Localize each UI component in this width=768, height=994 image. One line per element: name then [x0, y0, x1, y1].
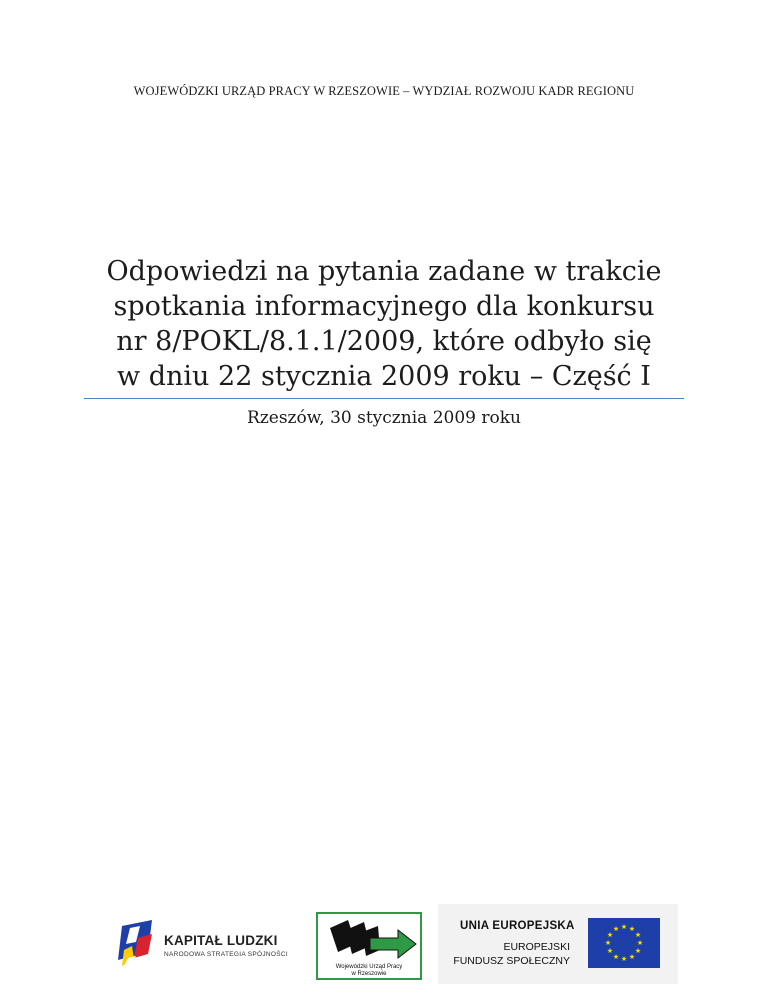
svg-text:★: ★ — [620, 955, 628, 963]
svg-text:★: ★ — [604, 939, 612, 947]
svg-text:★: ★ — [620, 923, 628, 931]
title-line-1: Odpowiedzi na pytania zadane w trakcie — [106, 256, 662, 287]
wup-name-line-2: w Rzeszowie — [351, 971, 387, 977]
eu-efs-logo — [438, 904, 678, 984]
title-line-4: w dniu 22 stycznia 2009 roku – Część I — [117, 361, 651, 392]
svg-text:★: ★ — [606, 931, 614, 939]
kapital-ludzki-tagline: NARODOWA STRATEGIA SPÓJNOŚCI — [164, 951, 288, 958]
title-divider — [84, 398, 684, 399]
svg-text:★: ★ — [612, 953, 620, 961]
wup-logo — [316, 912, 422, 980]
eu-flag-icon — [588, 918, 660, 968]
svg-text:★: ★ — [634, 931, 642, 939]
document-header: WOJEWÓDZKI URZĄD PRACY W RZESZOWIE – WYDZIAŁ ROZWOJU KADR REGIONU — [133, 84, 635, 98]
svg-text:★: ★ — [628, 925, 636, 933]
svg-text:★: ★ — [634, 947, 642, 955]
svg-text:★: ★ — [606, 947, 614, 955]
eu-fund-line-2: FUNDUSZ SPOŁECZNY — [453, 955, 570, 967]
document-date: Rzeszów, 30 stycznia 2009 roku — [247, 408, 521, 428]
wup-name-line-1: Wojewódzki Urząd Pracy — [335, 964, 403, 970]
kapital-ludzki-name: KAPITAŁ LUDZKI — [164, 933, 278, 948]
title-line-2: spotkania informacyjnego dla konkursu — [113, 291, 655, 322]
wup-cards-arrow-icon — [318, 916, 420, 962]
eu-fund-line-1: EUROPEJSKI — [503, 941, 570, 953]
kapital-ludzki-emblem-icon — [118, 916, 158, 970]
title-line-3: nr 8/POKL/8.1.1/2009, które odbyło się — [116, 326, 652, 357]
svg-text:★: ★ — [612, 925, 620, 933]
eu-title: UNIA EUROPEJSKA — [460, 920, 575, 932]
svg-text:★: ★ — [628, 953, 636, 961]
svg-text:★: ★ — [636, 939, 644, 947]
kapital-ludzki-logo — [118, 916, 288, 970]
document-title — [60, 254, 708, 394]
